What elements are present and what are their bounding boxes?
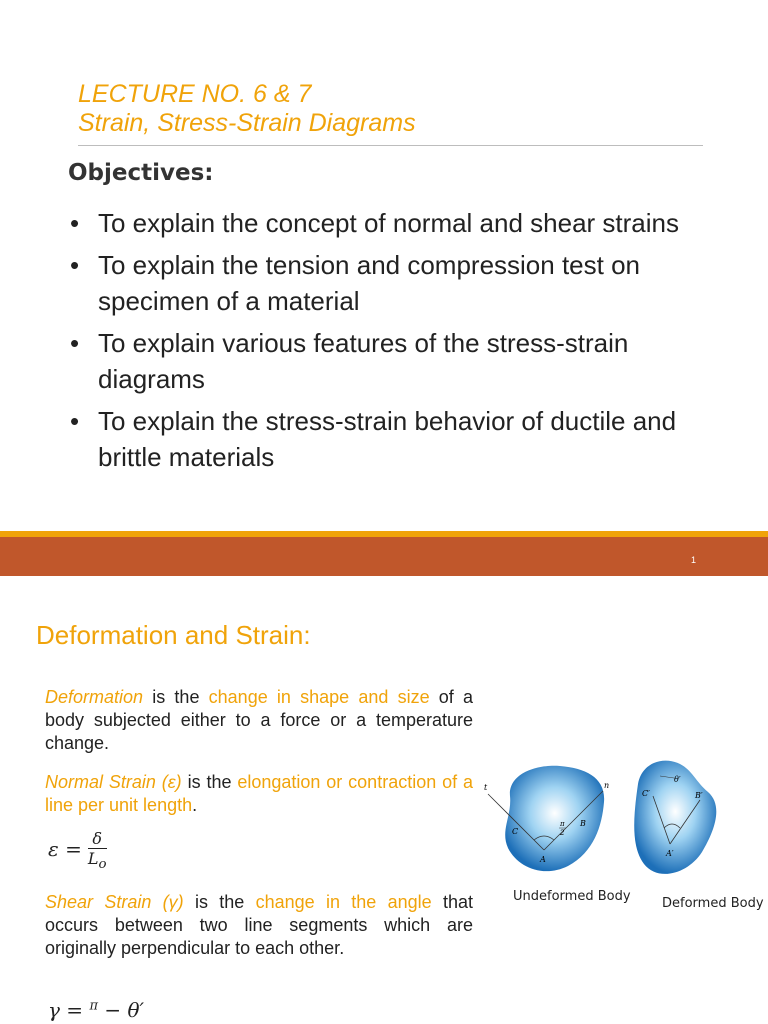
normal-formula-numerator: δ (88, 829, 107, 849)
deformation-highlight: change in shape and size (208, 687, 430, 707)
shear-strain-is: is the (183, 892, 256, 912)
undeformed-body-caption: Undeformed Body (513, 889, 631, 904)
normal-formula-den-L: L (87, 849, 99, 868)
label-angle-pi: π (560, 820, 565, 828)
objective-item: • To explain the tension and compression test on specimen of a material (70, 247, 710, 319)
slide-number: 1 (690, 555, 696, 565)
label-b-prime: B′ (695, 791, 703, 800)
section-heading: Deformation and Strain: (36, 620, 311, 650)
objectives-heading: Objectives: (68, 160, 214, 186)
normal-strain-highlight: elongation or contraction of a line per unit length (45, 772, 473, 815)
undeformed-body-shape (505, 766, 604, 871)
normal-strain-is: is the (181, 772, 238, 792)
footer-band (0, 537, 768, 576)
deformation-is: is the (143, 687, 209, 707)
objectives-list (70, 205, 710, 481)
shear-formula-lhs: γ = (48, 998, 84, 1022)
normal-strain-definition (45, 771, 473, 817)
label-b: B (580, 819, 586, 828)
deformation-term: Deformation (45, 687, 144, 707)
objective-item: • To explain the stress-strain behavior of ductile and brittle materials (70, 403, 710, 475)
label-a-prime: A′ (666, 849, 674, 858)
normal-strain-end: . (192, 795, 198, 815)
shear-strain-highlight: change in the angle (255, 892, 432, 912)
shear-formula-rest: − θ′ (104, 998, 145, 1022)
normal-strain-term: Normal Strain (ε) (45, 772, 182, 792)
shear-strain-definition (45, 891, 473, 960)
normal-formula-den-sub: o (98, 857, 107, 873)
lecture-title-line1: LECTURE NO. 6 & 7 (78, 80, 312, 108)
objective-item: • To explain the concept of normal and shear strains (70, 205, 710, 241)
deformation-figure (478, 756, 768, 886)
lecture-title-line2: Strain, Stress-Strain Diagrams (78, 109, 416, 137)
shear-strain-term: Shear Strain (γ) (45, 892, 184, 912)
normal-strain-formula (48, 829, 107, 872)
shear-formula-pi: π (89, 998, 98, 1014)
label-n: n (604, 781, 610, 790)
objective-item: • To explain various features of the stress-strain diagrams (70, 325, 710, 397)
deformed-body-caption: Deformed Body (662, 896, 764, 911)
shear-strain-formula (48, 998, 144, 1022)
label-c-prime: C′ (642, 789, 650, 798)
label-angle-2: 2 (560, 829, 565, 837)
title-divider (78, 145, 703, 146)
deformation-rest: of a body subjected either to a force or a temperature change. (45, 687, 474, 753)
label-c: C (512, 827, 519, 836)
deformation-definition (45, 686, 473, 755)
shear-strain-rest: that occurs between two line segments which are originally perpendicular to each other. (45, 892, 474, 958)
label-t: t (484, 783, 488, 792)
label-a: A (540, 855, 546, 864)
normal-formula-lhs: ε = (48, 837, 82, 862)
label-theta: θ′ (674, 775, 681, 784)
slide-2 (0, 576, 768, 1024)
lecture-title (78, 80, 416, 138)
normal-formula-fraction (88, 829, 107, 872)
normal-formula-denominator (88, 849, 107, 872)
